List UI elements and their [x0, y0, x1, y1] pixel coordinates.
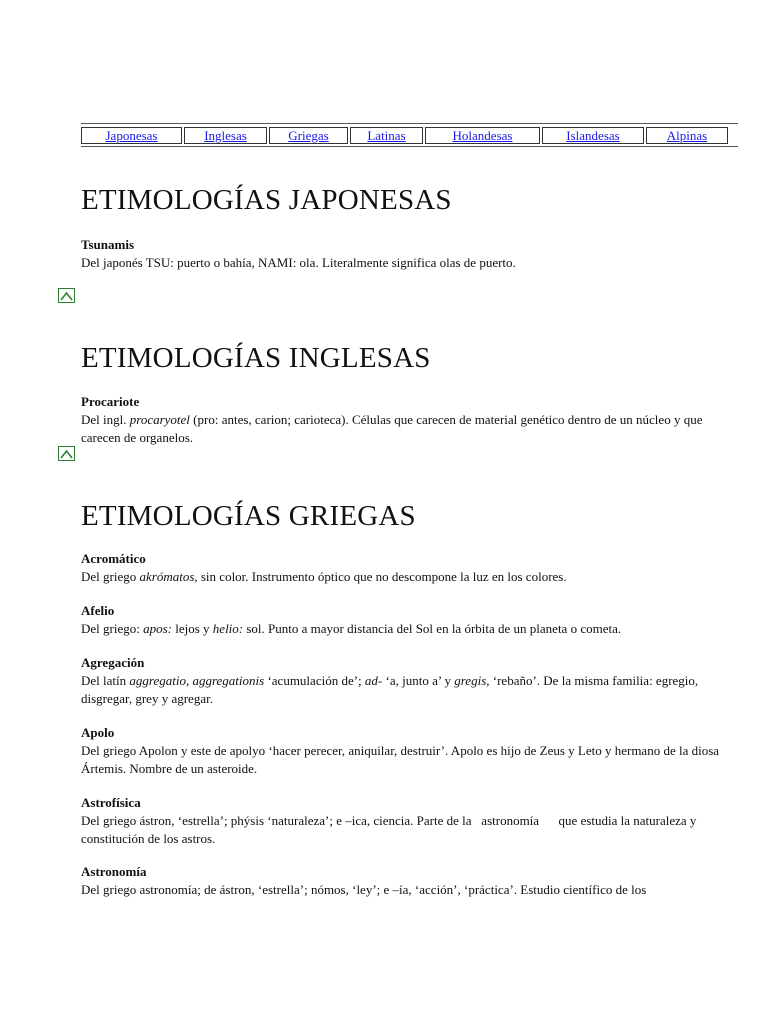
- def-text: lejos y: [171, 621, 213, 636]
- def-text: Del latín: [81, 673, 130, 688]
- entry-term: Astronomía: [81, 864, 147, 879]
- def-italic: helio:: [212, 621, 244, 636]
- nav-cell-latinas: [350, 127, 423, 144]
- def-text: Del griego: [81, 569, 140, 584]
- chevron-up-icon[interactable]: [58, 446, 75, 461]
- def-text: ‘a, junto a’ y: [382, 673, 455, 688]
- nav-link-inglesas[interactable]: Inglesas: [204, 127, 247, 143]
- nav-link-holandesas[interactable]: Holandesas: [452, 127, 513, 143]
- entry-astronomia: [81, 863, 739, 899]
- def-italic: apos:: [143, 621, 172, 636]
- nav-link-griegas[interactable]: Griegas: [288, 127, 329, 143]
- nav-table: [81, 123, 738, 147]
- nav-cell-alpinas: [646, 127, 728, 144]
- entry-term: Astrofísica: [81, 795, 141, 810]
- nav-cell-holandesas: [425, 127, 540, 144]
- def-italic: ad-: [364, 673, 383, 688]
- nav-link-islandesas[interactable]: Islandesas: [566, 127, 620, 143]
- entry-tsunamis: [81, 236, 739, 272]
- nav-cell-japonesas: [81, 127, 182, 144]
- def-text: ‘acumulación de’;: [264, 673, 365, 688]
- def-text: (pro: antes, carion; carioteca). Células que carecen de material genético dentro de un núcleo y que carecen de organelos.: [81, 412, 703, 445]
- entry-term: Procariote: [81, 394, 140, 409]
- def-italic: aggregatio, aggregationis: [129, 673, 265, 688]
- entry-term: Afelio: [81, 603, 115, 618]
- def-text: Del griego:: [81, 621, 144, 636]
- nav-cell-griegas: [269, 127, 348, 144]
- def-text: , ‘rebaño’. De la misma familia: egregio, disgregar, grey y agregar.: [81, 673, 699, 706]
- nav-link-latinas[interactable]: Latinas: [367, 127, 406, 143]
- def-italic: akrómatos: [139, 569, 195, 584]
- entry-definition: [81, 568, 739, 586]
- entry-procariote: [81, 393, 739, 447]
- heading-inglesas: ETIMOLOGÍAS INGLESAS: [81, 342, 431, 374]
- entry-definition: Del griego Apolon y este de apolyo ‘hacer perecer, aniquilar, destruir’. Apolo es hijo de Zeus y Leto y hermano de la diosa Ártemis. Nombre de un asteroide.: [81, 743, 720, 776]
- entry-definition: [81, 620, 739, 638]
- def-text: , sin color. Instrumento óptico que no descompone la luz en los colores.: [194, 569, 567, 584]
- entry-definition: Del griego astronomía; de ástron, ‘estrella’; nómos, ‘ley’; e –ía, ‘acción’, ‘práctica’. Estudio científico de los: [81, 882, 647, 897]
- heading-griegas: ETIMOLOGÍAS GRIEGAS: [81, 500, 416, 532]
- nav-cell-islandesas: [542, 127, 644, 144]
- def-text: Del ingl.: [81, 412, 130, 427]
- entry-definition: Del griego ástron, ‘estrella’; phýsis ‘naturaleza’; e –ica, ciencia. Parte de la astronomía que estudia la naturaleza y constitución de los astros.: [81, 813, 700, 846]
- entry-definition: [81, 411, 739, 447]
- entry-term: Agregación: [81, 655, 145, 670]
- entry-agregacion: [81, 654, 739, 708]
- entry-astrofisica: [81, 794, 739, 848]
- entry-definition: [81, 672, 739, 708]
- entry-term: Acromático: [81, 551, 146, 566]
- def-text: sol. Punto a mayor distancia del Sol en la órbita de un planeta o cometa.: [243, 621, 622, 636]
- entry-apolo: [81, 724, 739, 778]
- entry-definition: Del japonés TSU: puerto o bahía, NAMI: ola. Literalmente significa olas de puerto.: [81, 255, 516, 270]
- def-italic: gregis: [454, 673, 487, 688]
- heading-japonesas: ETIMOLOGÍAS JAPONESAS: [81, 184, 452, 216]
- entry-term: Tsunamis: [81, 237, 134, 252]
- entry-afelio: [81, 602, 739, 638]
- nav-link-alpinas[interactable]: Alpinas: [666, 127, 708, 143]
- chevron-up-icon[interactable]: [58, 288, 75, 303]
- nav-cell-inglesas: [184, 127, 267, 144]
- def-italic: procaryotel: [129, 412, 190, 427]
- entry-term: Apolo: [81, 725, 115, 740]
- nav-link-japonesas[interactable]: Japonesas: [105, 127, 158, 143]
- entry-acromatico: [81, 550, 739, 586]
